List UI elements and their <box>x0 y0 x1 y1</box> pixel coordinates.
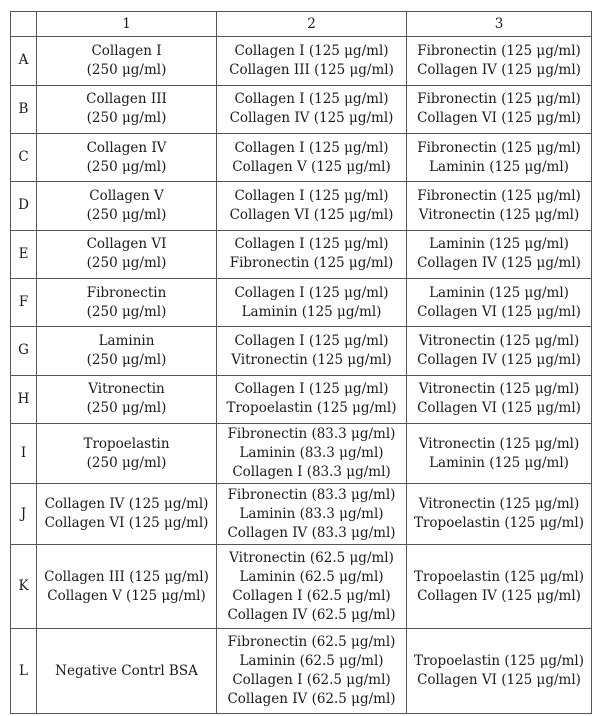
cell-line: Collagen IV (125 μg/ml) <box>417 587 581 604</box>
cell-line: Vitronectin <box>88 381 165 398</box>
cell-line: (250 μg/ml) <box>86 110 167 127</box>
row-label: G <box>11 327 37 375</box>
cell-line: Collagen I (125 μg/ml) <box>234 236 389 253</box>
header-cell-corner <box>11 12 37 37</box>
table-cell <box>217 85 407 133</box>
table-cell <box>217 278 407 326</box>
cell-line: Fibronectin (125 μg/ml) <box>417 139 581 156</box>
table-cell <box>407 37 592 85</box>
cell-line: Laminin (125 μg/ml) <box>429 284 569 301</box>
cell-line: Fibronectin (125 μg/ml) <box>417 42 581 59</box>
table-row <box>11 278 592 326</box>
table-cell <box>217 182 407 230</box>
cell-line: Vitronectin (62.5 μg/ml) <box>229 549 394 566</box>
header-cell-column-3: 3 <box>407 12 592 37</box>
cell-line: (250 μg/ml) <box>86 400 167 417</box>
cell-line: Vitronectin (125 μg/ml) <box>418 435 580 452</box>
table-row <box>11 629 592 714</box>
cell-line: Collagen I (125 μg/ml) <box>234 332 389 349</box>
row-label: H <box>11 375 37 423</box>
table-cell <box>407 544 592 629</box>
cell-line: Vitronectin (125 μg/ml) <box>418 332 580 349</box>
cell-line: Vitronectin (125 μg/ml) <box>418 206 580 223</box>
table-cell <box>217 423 407 483</box>
table-cell <box>37 182 217 230</box>
cell-line: Tropoelastin (125 μg/ml) <box>226 400 397 417</box>
cell-line: Laminin (125 μg/ml) <box>429 454 569 471</box>
table-cell <box>37 544 217 629</box>
table-cell <box>37 327 217 375</box>
cell-line: Collagen I (83.3 μg/ml) <box>232 464 391 481</box>
cell-line: Collagen VI (125 μg/ml) <box>417 303 581 320</box>
cell-line: Collagen IV (125 μg/ml) <box>229 110 394 127</box>
row-label: J <box>11 484 37 544</box>
table-row <box>11 423 592 483</box>
cell-line: Tropoelastin (125 μg/ml) <box>413 515 585 532</box>
cell-line: Collagen III (125 μg/ml) <box>229 61 394 78</box>
table-row <box>11 37 592 85</box>
cell-line: Collagen III <box>86 91 167 108</box>
table-cell <box>37 629 217 714</box>
table-cell <box>407 182 592 230</box>
table-cell <box>217 327 407 375</box>
table-cell <box>407 629 592 714</box>
row-label: F <box>11 278 37 326</box>
cell-line: Collagen III (125 μg/ml) <box>44 568 209 585</box>
cell-line: Collagen VI (125 μg/ml) <box>44 515 209 532</box>
cell-line: Collagen IV (125 μg/ml) <box>417 351 581 368</box>
table-cell <box>37 37 217 85</box>
cell-line: Collagen I (125 μg/ml) <box>234 139 389 156</box>
cell-line: Collagen I (125 μg/ml) <box>234 381 389 398</box>
cell-line: Fibronectin (125 μg/ml) <box>229 255 394 272</box>
row-label: E <box>11 230 37 278</box>
cell-line: Laminin (83.3 μg/ml) <box>239 505 384 522</box>
cell-line: Laminin <box>98 332 155 349</box>
table-cell <box>407 85 592 133</box>
cell-line: Collagen I (125 μg/ml) <box>234 284 389 301</box>
cell-line: Tropoelastin (125 μg/ml) <box>413 653 585 670</box>
table-cell <box>37 85 217 133</box>
table-row <box>11 327 592 375</box>
table-cell <box>37 484 217 544</box>
cell-line: Laminin (125 μg/ml) <box>241 303 382 320</box>
table-cell <box>407 327 592 375</box>
cell-line: Collagen I (125 μg/ml) <box>234 42 389 59</box>
cell-line: Collagen VI (125 μg/ml) <box>229 206 394 223</box>
cell-line: Laminin (62.5 μg/ml) <box>239 653 384 670</box>
cell-line: Collagen VI (125 μg/ml) <box>417 110 581 127</box>
table-cell <box>407 133 592 181</box>
table-cell <box>217 133 407 181</box>
row-label: L <box>11 629 37 714</box>
cell-line: (250 μg/ml) <box>86 351 167 368</box>
table-cell <box>407 484 592 544</box>
table-cell <box>407 278 592 326</box>
cell-line: Collagen VI (125 μg/ml) <box>417 400 581 417</box>
cell-line: Collagen IV <box>86 139 167 156</box>
cell-line: (250 μg/ml) <box>86 158 167 175</box>
table-cell <box>37 423 217 483</box>
row-label: K <box>11 544 37 629</box>
cell-line: Collagen IV (125 μg/ml) <box>417 255 581 272</box>
table-row <box>11 133 592 181</box>
row-label: C <box>11 133 37 181</box>
cell-line: (250 μg/ml) <box>86 61 167 78</box>
cell-line: (250 μg/ml) <box>86 255 167 272</box>
table-row <box>11 484 592 544</box>
table-cell <box>407 375 592 423</box>
cell-line: Fibronectin (83.3 μg/ml) <box>227 426 396 443</box>
cell-line: Laminin (125 μg/ml) <box>429 236 569 253</box>
table-cell <box>407 423 592 483</box>
header-cell-column-2: 2 <box>217 12 407 37</box>
coating-plate-table <box>10 11 592 714</box>
cell-line: (250 μg/ml) <box>86 303 167 320</box>
table-cell <box>37 375 217 423</box>
cell-line: Tropoelastin (125 μg/ml) <box>413 568 585 585</box>
table-row <box>11 544 592 629</box>
table-cell <box>37 133 217 181</box>
table-cell <box>217 375 407 423</box>
table-cell <box>217 230 407 278</box>
cell-line: Negative Contrl BSA <box>55 662 198 679</box>
cell-line: Collagen VI (125 μg/ml) <box>417 672 581 689</box>
cell-line: Collagen I (62.5 μg/ml) <box>232 672 391 689</box>
cell-line: Collagen IV (62.5 μg/ml) <box>227 691 396 708</box>
table-cell <box>217 629 407 714</box>
cell-line: Collagen IV (83.3 μg/ml) <box>227 524 396 541</box>
row-label: B <box>11 85 37 133</box>
table-cell <box>217 544 407 629</box>
cell-line: Collagen VI <box>86 236 167 253</box>
table-row <box>11 230 592 278</box>
cell-line: Fibronectin (125 μg/ml) <box>417 91 581 108</box>
table-row <box>11 375 592 423</box>
table-cell <box>217 484 407 544</box>
table-row <box>11 85 592 133</box>
cell-line: Collagen V <box>89 187 164 204</box>
table-cell <box>37 278 217 326</box>
cell-line: Collagen IV (125 μg/ml) <box>417 61 581 78</box>
cell-line: Fibronectin (83.3 μg/ml) <box>227 486 396 503</box>
cell-line: Collagen I (125 μg/ml) <box>234 91 389 108</box>
table-cell <box>37 230 217 278</box>
cell-line: Fibronectin (125 μg/ml) <box>417 187 581 204</box>
cell-line: Tropoelastin <box>83 435 170 452</box>
cell-line: Vitronectin (125 μg/ml) <box>231 351 392 368</box>
cell-line: Vitronectin (125 μg/ml) <box>418 381 580 398</box>
table-cell <box>407 230 592 278</box>
cell-line: Collagen I (62.5 μg/ml) <box>232 587 391 604</box>
table-row <box>11 182 592 230</box>
cell-line: Laminin (62.5 μg/ml) <box>239 568 384 585</box>
table-cell <box>217 37 407 85</box>
cell-line: Collagen I (125 μg/ml) <box>234 187 389 204</box>
cell-line: Collagen V (125 μg/ml) <box>47 587 206 604</box>
cell-line: Vitronectin (125 μg/ml) <box>418 496 580 513</box>
plate-table-body <box>11 12 592 714</box>
cell-line: Laminin (125 μg/ml) <box>429 158 569 175</box>
cell-line: Collagen IV (125 μg/ml) <box>44 496 209 513</box>
row-label: D <box>11 182 37 230</box>
cell-line: (250 μg/ml) <box>86 206 167 223</box>
row-label: A <box>11 37 37 85</box>
cell-line: Fibronectin (62.5 μg/ml) <box>227 634 396 651</box>
cell-line: Collagen IV (62.5 μg/ml) <box>227 606 396 623</box>
cell-line: Laminin (83.3 μg/ml) <box>239 445 384 462</box>
cell-line: Collagen V (125 μg/ml) <box>232 158 391 175</box>
cell-line: Collagen I <box>91 42 162 59</box>
header-row <box>11 12 592 37</box>
header-cell-column-1: 1 <box>37 12 217 37</box>
row-label: I <box>11 423 37 483</box>
cell-line: (250 μg/ml) <box>86 454 167 471</box>
cell-line: Fibronectin <box>86 284 167 301</box>
